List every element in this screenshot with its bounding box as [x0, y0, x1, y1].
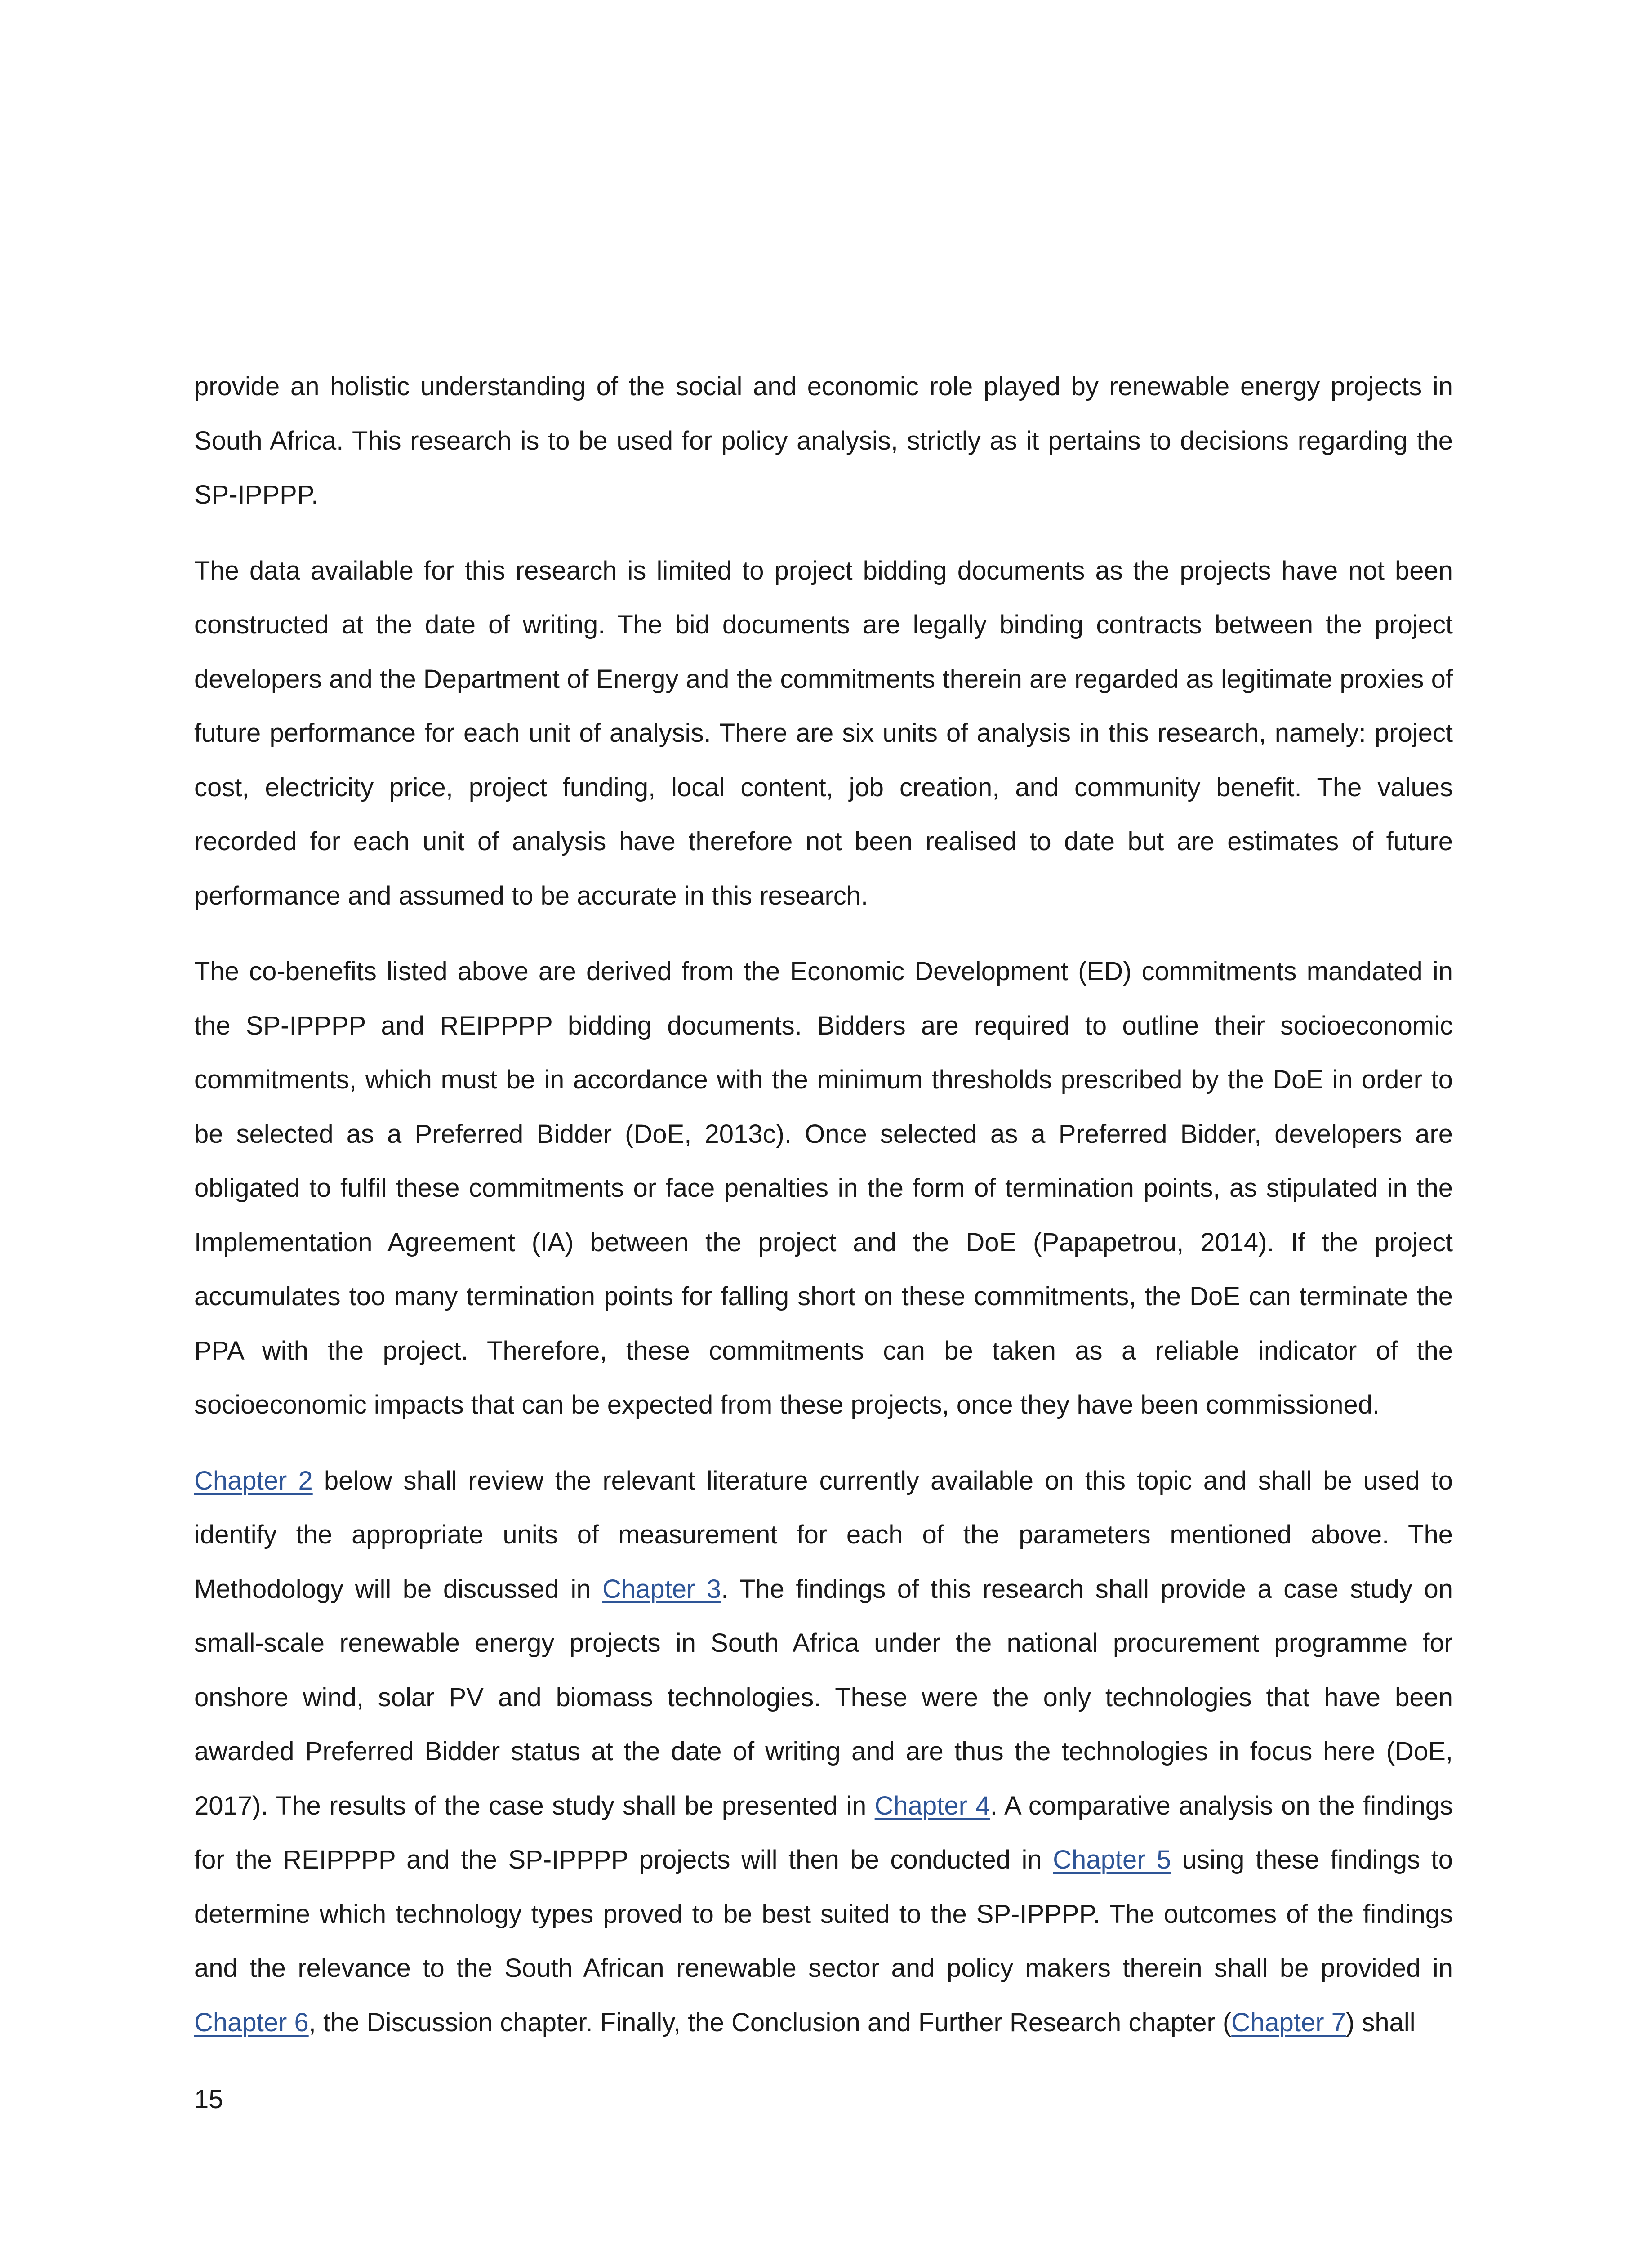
paragraph-4-segment-6: ) shall	[1345, 2007, 1416, 2037]
paragraph-4-segment-5: , the Discussion chapter. Finally, the Conclusion and Further Research chapter (	[308, 2007, 1232, 2037]
chapter-3-link[interactable]: Chapter 3	[602, 1574, 721, 1604]
paragraph-4-segment-4: using these findings to determine which technology types proved to be best suited to the SP-IPPPP. The outcomes of the findings and the relevance to the South African renewable sector and policy makers therein shall be provided in	[194, 1845, 1453, 1983]
body-text	[194, 360, 1453, 2050]
chapter-5-link[interactable]: Chapter 5	[1053, 1845, 1171, 1874]
chapter-7-link[interactable]: Chapter 7	[1231, 2007, 1346, 2037]
paragraph-2: The data available for this research is limited to project bidding documents as the projects have not been constructed at the date of writing. The bid documents are legally binding contracts between the project developers and the Department of Energy and the commitments therein are regarded as legitimate proxies of future performance for each unit of analysis. There are six units of analysis in this research, namely: project cost, electricity price, project funding, local content, job creation, and community benefit. The values recorded for each unit of analysis have therefore not been realised to date but are estimates of future performance and assumed to be accurate in this research.	[194, 556, 1453, 910]
paragraph-1: provide an holistic understanding of the social and economic role played by renewable energy projects in South Africa. This research is to be used for policy analysis, strictly as it pertains to decisions regarding the SP-IPPPP.	[194, 372, 1453, 509]
chapter-4-link[interactable]: Chapter 4	[874, 1791, 990, 1820]
chapter-6-link[interactable]: Chapter 6	[194, 2007, 309, 2037]
page-number: 15	[194, 2085, 223, 2114]
paragraph-4-segment-3: . A comparative analysis on the findings for the REIPPPP and the SP-IPPPP projects will then be conducted in	[194, 1791, 1453, 1874]
paragraph-4-segment-2: . The findings of this research shall provide a case study on small-scale renewable energy projects in South Africa under the national procurement programme for onshore wind, solar PV and biomass technologies. These were the only technologies that have been awarded Preferred Bidder status at the date of writing and are thus the technologies in focus here (DoE, 2017). The results of the case study shall be presented in	[194, 1574, 1453, 1820]
paragraph-3: The co-benefits listed above are derived from the Economic Development (ED) commitments mandated in the SP-IPPPP and REIPPPP bidding documents. Bidders are required to outline their socioeconomic commitments, which must be in accordance with the minimum thresholds prescribed by the DoE in order to be selected as a Preferred Bidder (DoE, 2013c). Once selected as a Preferred Bidder, developers are obligated to fulfil these commitments or face penalties in the form of termination points, as stipulated in the Implementation Agreement (IA) between the project and the DoE (Papapetrou, 2014). If the project accumulates too many termination points for falling short on these commitments, the DoE can terminate the PPA with the project. Therefore, these commitments can be taken as a reliable indicator of the socioeconomic impacts that can be expected from these projects, once they have been commissioned.	[194, 957, 1453, 1419]
paragraph-4-segment-1: below shall review the relevant literature currently available on this topic and shall be used to identify the appropriate units of measurement for each of the parameters mentioned above. The Methodology will be discussed in	[194, 1466, 1453, 1604]
paragraph-4	[194, 1454, 1453, 2050]
chapter-2-link[interactable]: Chapter 2	[194, 1466, 313, 1495]
